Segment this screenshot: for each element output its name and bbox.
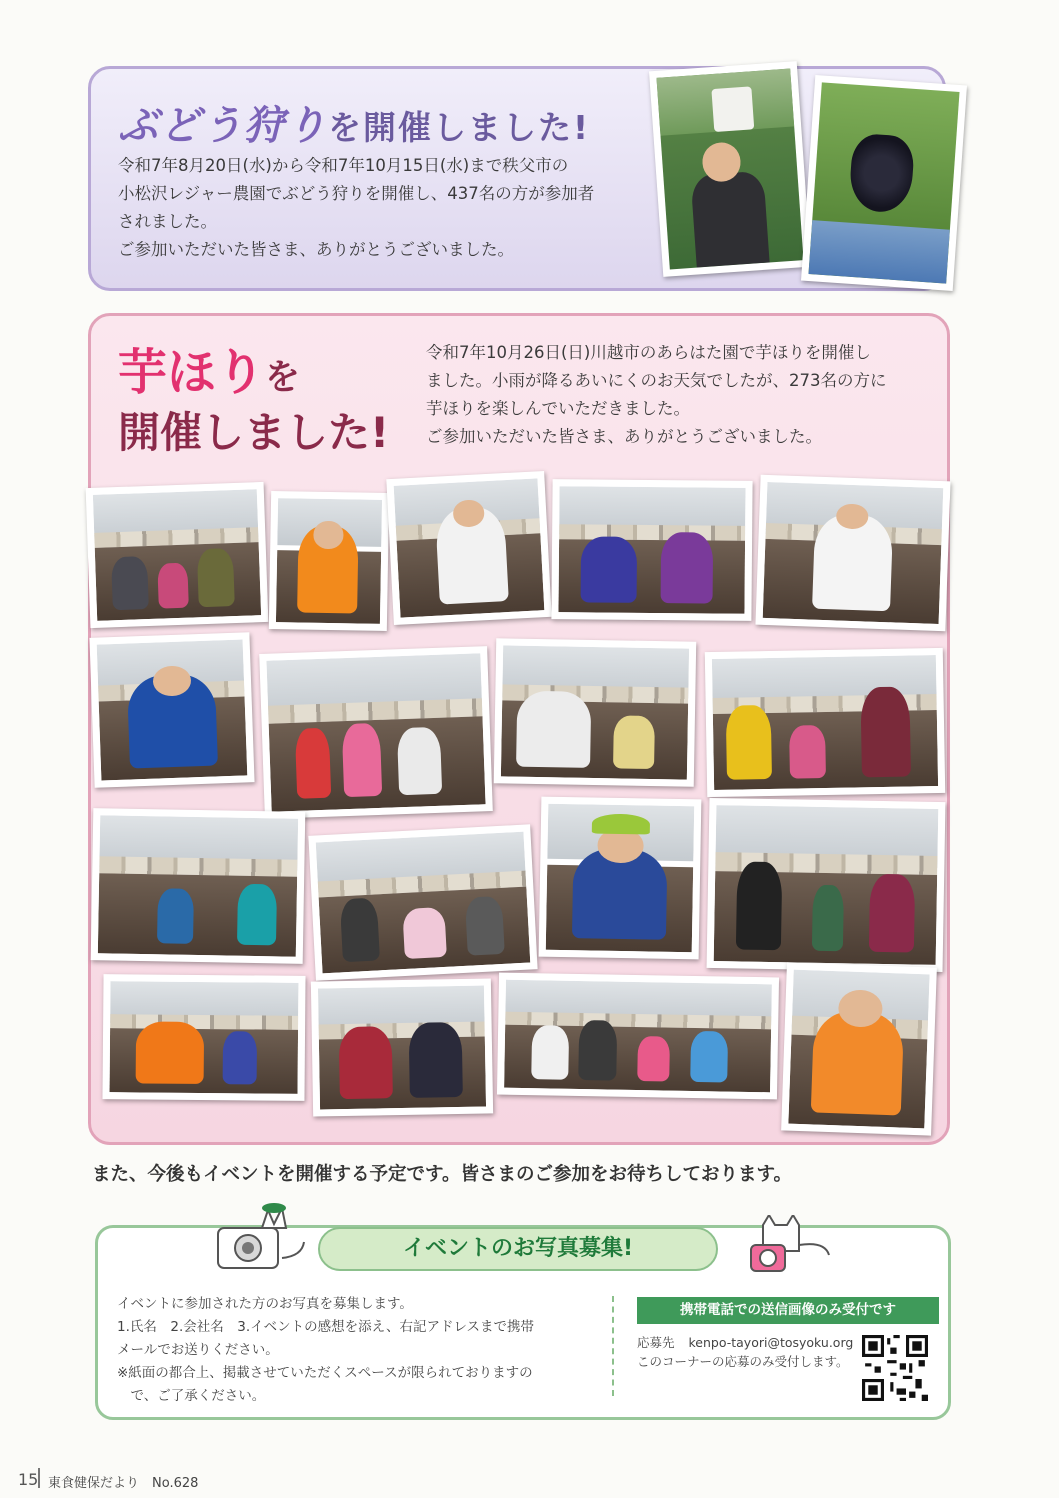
potato-body-line: 令和7年10月26日(日)川越市のあらはた園で芋ほりを開催し [426,343,871,362]
potato-body-line: ご参加いただいた皆さま、ありがとうございました。 [426,427,822,446]
potato-heading-particle: を [265,358,301,398]
grape-heading-main: ぶどう狩り [118,103,328,149]
potato-photo [781,962,937,1135]
potato-photo [494,638,697,786]
apply-email-link[interactable]: kenpo-tayori@tosyoku.org [688,1335,854,1350]
potato-photo [755,475,950,632]
potato-photo [89,632,254,787]
potato-heading-line2: 開催しました! [118,408,390,457]
recruit-body-line: 1.氏名 2.会社名 3.イベントの感想を添え、右記アドレスまで携帯 [117,1319,535,1335]
cat-pink-camera-illustration [745,1215,835,1277]
grape-photo-picking [649,61,811,277]
recruit-body-line: メールでお送りください。 [117,1342,279,1358]
publication-name: 東食健保だより No.628 [48,1476,199,1491]
grape-body-line: 令和7年8月20日(水)から令和7年10月15日(水)まで秩父市の [118,156,569,175]
grape-photo-bunch [801,75,967,291]
potato-photo [308,824,537,980]
mobile-only-banner: 携帯電話での送信画像のみ受付です [637,1297,939,1324]
potato-photo [539,797,702,960]
potato-photo [707,798,946,972]
potato-photo [311,978,493,1116]
potato-body-line: 芋ほりを楽しんでいただきました。 [426,399,690,418]
qr-code-icon[interactable] [862,1335,928,1401]
divider [612,1296,614,1396]
page-number-separator [38,1468,40,1488]
photo-recruit-body [117,1293,607,1408]
potato-body-line: ました。小雨が降るあいにくのお天気でしたが、273名の方に [426,371,887,390]
potato-photo [497,973,779,1100]
apply-note: このコーナーの応募のみ受付します。 [637,1354,849,1369]
potato-heading-main: 芋ほり [118,344,266,401]
grape-body-line: されました。 [118,212,217,231]
potato-photo [86,482,269,628]
grape-heading [118,94,590,151]
potato-photo [386,471,551,625]
potato-photo [551,479,752,621]
cat-camera-illustration [212,1198,312,1278]
photo-recruit-banner: イベントのお写真募集! [318,1227,718,1271]
potato-photo [102,974,305,1101]
future-events-note: また、今後もイベントを開催する予定です。皆さまのご参加をお待ちしております。 [92,1164,793,1185]
grape-body [118,152,658,264]
apply-label: 応募先 [637,1335,675,1350]
apply-address-line [637,1333,853,1352]
recruit-body-line: で、ご了承ください。 [117,1388,266,1404]
potato-heading [118,334,300,404]
grape-heading-rest: を開催しました! [328,108,591,147]
grape-body-line: 小松沢レジャー農園でぶどう狩りを開催し、437名の方が参加者 [118,184,595,203]
recruit-body-line: ※紙面の都合上、掲載させていただくスペースが限られておりますの [117,1365,533,1381]
grape-body-line: ご参加いただいた皆さま、ありがとうございました。 [118,240,514,259]
potato-body [426,339,936,451]
potato-photo [705,648,945,797]
potato-photo [91,808,306,964]
potato-photo [269,491,389,631]
recruit-body-line: イベントに参加された方のお写真を募集します。 [117,1296,413,1312]
potato-photo [259,646,493,819]
page-number: 15 [18,1470,39,1489]
